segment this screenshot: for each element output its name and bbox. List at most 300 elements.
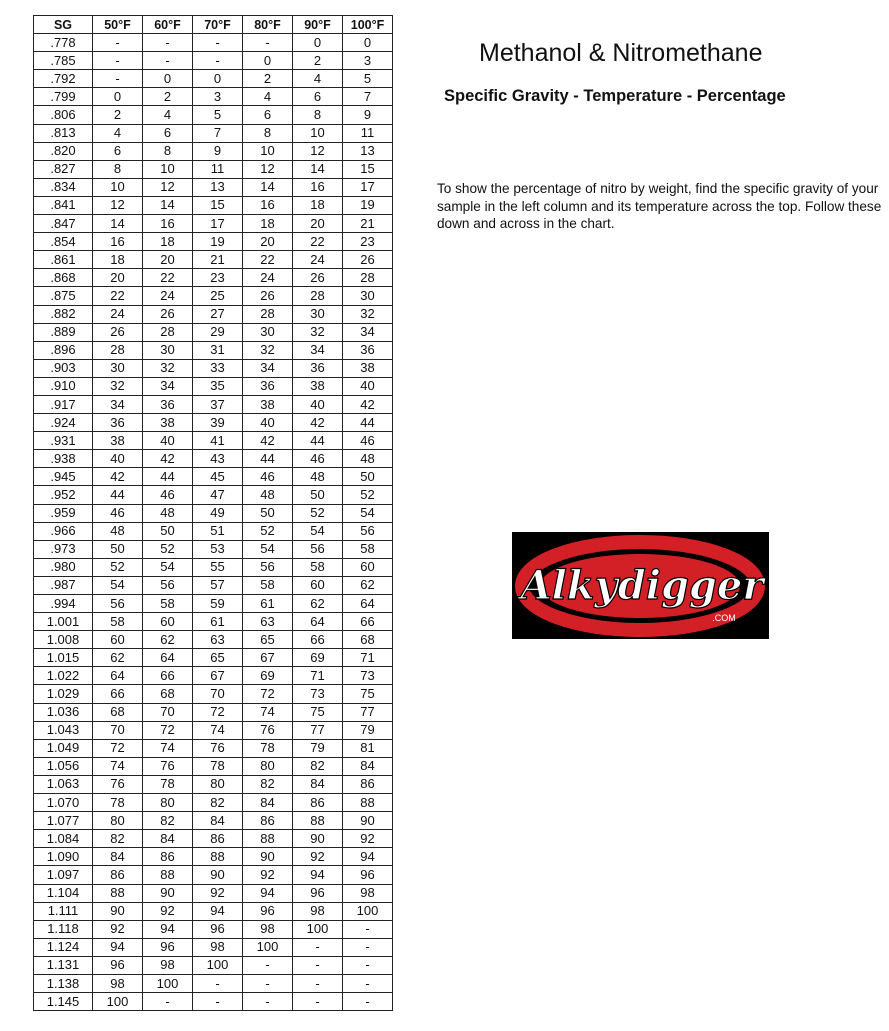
percentage-cell: 0: [193, 70, 243, 88]
page-title: Methanol & Nitromethane: [479, 39, 763, 67]
percentage-cell: 67: [243, 649, 293, 667]
sg-cell: .959: [34, 504, 93, 522]
table-row: [34, 432, 393, 450]
percentage-cell: 38: [243, 395, 293, 413]
percentage-cell: 2: [243, 70, 293, 88]
percentage-cell: 42: [293, 414, 343, 432]
table-row: [34, 884, 393, 902]
percentage-cell: 20: [93, 269, 143, 287]
percentage-cell: 6: [93, 142, 143, 160]
percentage-cell: 62: [93, 649, 143, 667]
percentage-cell: 22: [93, 287, 143, 305]
percentage-cell: 75: [293, 703, 343, 721]
percentage-cell: 15: [343, 160, 393, 178]
percentage-cell: 66: [293, 631, 343, 649]
percentage-cell: 42: [143, 450, 193, 468]
sg-cell: 1.022: [34, 667, 93, 685]
percentage-cell: 5: [193, 106, 243, 124]
percentage-cell: 71: [293, 667, 343, 685]
percentage-cell: 54: [93, 576, 143, 594]
percentage-cell: 8: [293, 106, 343, 124]
percentage-cell: 10: [93, 178, 143, 196]
percentage-cell: 28: [343, 269, 393, 287]
percentage-cell: -: [293, 993, 343, 1011]
percentage-cell: 43: [193, 450, 243, 468]
percentage-cell: 24: [93, 305, 143, 323]
percentage-cell: 48: [293, 468, 343, 486]
table-row: [34, 196, 393, 214]
percentage-cell: 56: [93, 595, 143, 613]
instructions-text: To show the percentage of nitro by weight, find the specific gravity of your sample in the left column and its temperature across the top. Follow these down and across in the chart.: [437, 181, 882, 231]
percentage-cell: 60: [293, 576, 343, 594]
percentage-cell: 65: [243, 631, 293, 649]
table-row: [34, 233, 393, 251]
column-header-temp: 100°F: [343, 16, 393, 34]
percentage-cell: -: [243, 993, 293, 1011]
percentage-cell: 94: [93, 938, 143, 956]
table-row: [34, 287, 393, 305]
table-row: [34, 938, 393, 956]
percentage-cell: 46: [143, 486, 193, 504]
percentage-cell: 7: [343, 88, 393, 106]
percentage-cell: 34: [293, 341, 343, 359]
table-row: [34, 848, 393, 866]
percentage-cell: 20: [143, 251, 193, 269]
percentage-cell: 6: [293, 88, 343, 106]
percentage-cell: 34: [343, 323, 393, 341]
percentage-cell: -: [93, 34, 143, 52]
percentage-cell: 42: [343, 395, 393, 413]
percentage-cell: 58: [293, 558, 343, 576]
percentage-cell: 72: [193, 703, 243, 721]
sg-cell: 1.104: [34, 884, 93, 902]
percentage-cell: 50: [243, 504, 293, 522]
percentage-cell: 70: [143, 703, 193, 721]
percentage-cell: 38: [143, 414, 193, 432]
percentage-cell: 11: [193, 160, 243, 178]
percentage-cell: 3: [343, 52, 393, 70]
percentage-cell: 61: [193, 613, 243, 631]
sg-cell: 1.077: [34, 812, 93, 830]
percentage-cell: 50: [93, 540, 143, 558]
percentage-cell: 30: [143, 341, 193, 359]
sg-cell: .994: [34, 595, 93, 613]
percentage-cell: 72: [243, 685, 293, 703]
percentage-cell: 14: [293, 160, 343, 178]
percentage-cell: 58: [143, 595, 193, 613]
percentage-cell: -: [293, 956, 343, 974]
percentage-cell: 96: [193, 920, 243, 938]
percentage-cell: 54: [243, 540, 293, 558]
percentage-cell: 74: [243, 703, 293, 721]
table-row: [34, 468, 393, 486]
percentage-cell: 48: [243, 486, 293, 504]
sg-cell: .792: [34, 70, 93, 88]
percentage-cell: 52: [143, 540, 193, 558]
percentage-cell: 12: [243, 160, 293, 178]
table-row: [34, 341, 393, 359]
sg-cell: .799: [34, 88, 93, 106]
table-row: [34, 649, 393, 667]
sg-cell: .834: [34, 178, 93, 196]
percentage-cell: 2: [293, 52, 343, 70]
percentage-cell: 67: [193, 667, 243, 685]
percentage-cell: 62: [343, 576, 393, 594]
percentage-cell: 27: [193, 305, 243, 323]
sg-cell: 1.145: [34, 993, 93, 1011]
percentage-cell: -: [193, 974, 243, 992]
percentage-cell: -: [343, 974, 393, 992]
percentage-cell: -: [193, 52, 243, 70]
percentage-cell: 52: [93, 558, 143, 576]
percentage-cell: 70: [193, 685, 243, 703]
percentage-cell: 81: [343, 739, 393, 757]
percentage-cell: 26: [93, 323, 143, 341]
column-header-temp: 70°F: [193, 16, 243, 34]
percentage-cell: -: [293, 938, 343, 956]
percentage-cell: 86: [93, 866, 143, 884]
table-row: [34, 251, 393, 269]
percentage-cell: 74: [93, 757, 143, 775]
percentage-cell: 16: [93, 233, 143, 251]
percentage-cell: 19: [193, 233, 243, 251]
percentage-cell: 29: [193, 323, 243, 341]
percentage-cell: 56: [293, 540, 343, 558]
percentage-cell: 98: [243, 920, 293, 938]
column-header-temp: 90°F: [293, 16, 343, 34]
percentage-cell: 90: [143, 884, 193, 902]
column-header-temp: 50°F: [93, 16, 143, 34]
percentage-cell: 50: [343, 468, 393, 486]
column-header-sg: SG: [34, 16, 93, 34]
percentage-cell: 98: [193, 938, 243, 956]
percentage-cell: 96: [143, 938, 193, 956]
percentage-cell: 4: [243, 88, 293, 106]
percentage-cell: 33: [193, 359, 243, 377]
percentage-cell: 80: [243, 757, 293, 775]
table-row: [34, 160, 393, 178]
percentage-cell: 18: [143, 233, 193, 251]
percentage-cell: 50: [143, 522, 193, 540]
percentage-cell: 55: [193, 558, 243, 576]
percentage-cell: 18: [93, 251, 143, 269]
percentage-cell: 42: [93, 468, 143, 486]
percentage-cell: 78: [243, 739, 293, 757]
percentage-cell: 90: [343, 812, 393, 830]
percentage-cell: 32: [293, 323, 343, 341]
sg-cell: .854: [34, 233, 93, 251]
gravity-chart-table: [33, 15, 393, 1011]
percentage-cell: 21: [193, 251, 243, 269]
sg-cell: 1.111: [34, 902, 93, 920]
table-row: [34, 124, 393, 142]
table-row: [34, 106, 393, 124]
percentage-cell: 20: [243, 233, 293, 251]
percentage-cell: 48: [143, 504, 193, 522]
percentage-cell: 70: [93, 721, 143, 739]
table-row: [34, 993, 393, 1011]
percentage-cell: 39: [193, 414, 243, 432]
percentage-cell: 94: [243, 884, 293, 902]
percentage-cell: 4: [143, 106, 193, 124]
table-row: [34, 721, 393, 739]
percentage-cell: 34: [143, 377, 193, 395]
sg-cell: .896: [34, 341, 93, 359]
percentage-cell: 8: [243, 124, 293, 142]
sg-cell: .868: [34, 269, 93, 287]
percentage-cell: -: [143, 52, 193, 70]
table-row: [34, 812, 393, 830]
percentage-cell: 100: [143, 974, 193, 992]
percentage-cell: 56: [143, 576, 193, 594]
percentage-cell: 75: [343, 685, 393, 703]
sg-cell: 1.043: [34, 721, 93, 739]
percentage-cell: 88: [143, 866, 193, 884]
percentage-cell: 92: [243, 866, 293, 884]
percentage-cell: -: [243, 34, 293, 52]
percentage-cell: 31: [193, 341, 243, 359]
sg-cell: 1.036: [34, 703, 93, 721]
percentage-cell: 36: [243, 377, 293, 395]
percentage-cell: 69: [293, 649, 343, 667]
page-subtitle: Specific Gravity - Temperature - Percentage: [444, 87, 786, 105]
percentage-cell: 63: [193, 631, 243, 649]
percentage-cell: 46: [293, 450, 343, 468]
percentage-cell: 69: [243, 667, 293, 685]
percentage-cell: 84: [293, 775, 343, 793]
sg-cell: .987: [34, 576, 93, 594]
percentage-cell: 59: [193, 595, 243, 613]
logo-wordmark: Alkydigger: [520, 562, 764, 609]
percentage-cell: 47: [193, 486, 243, 504]
percentage-cell: 80: [93, 812, 143, 830]
percentage-cell: 94: [293, 866, 343, 884]
sg-cell: .966: [34, 522, 93, 540]
table-row: [34, 667, 393, 685]
percentage-cell: 60: [143, 613, 193, 631]
percentage-cell: 51: [193, 522, 243, 540]
percentage-cell: 14: [143, 196, 193, 214]
percentage-cell: 22: [143, 269, 193, 287]
sg-cell: .861: [34, 251, 93, 269]
percentage-cell: 32: [243, 341, 293, 359]
percentage-cell: 48: [343, 450, 393, 468]
percentage-cell: 66: [93, 685, 143, 703]
table-row: [34, 486, 393, 504]
percentage-cell: 88: [343, 794, 393, 812]
percentage-cell: 45: [193, 468, 243, 486]
percentage-cell: 100: [343, 902, 393, 920]
percentage-cell: 66: [343, 613, 393, 631]
percentage-cell: -: [343, 993, 393, 1011]
percentage-cell: 28: [143, 323, 193, 341]
percentage-cell: 23: [343, 233, 393, 251]
table-row: [34, 522, 393, 540]
percentage-cell: 9: [193, 142, 243, 160]
percentage-cell: 22: [243, 251, 293, 269]
percentage-cell: -: [243, 956, 293, 974]
percentage-cell: 18: [293, 196, 343, 214]
percentage-cell: 78: [193, 757, 243, 775]
sg-cell: .924: [34, 414, 93, 432]
sg-cell: .903: [34, 359, 93, 377]
table-row: [34, 359, 393, 377]
percentage-cell: 80: [193, 775, 243, 793]
percentage-cell: 96: [243, 902, 293, 920]
percentage-cell: 72: [143, 721, 193, 739]
table-row: [34, 595, 393, 613]
table-row: [34, 631, 393, 649]
percentage-cell: 24: [293, 251, 343, 269]
sg-cell: .778: [34, 34, 93, 52]
percentage-cell: 94: [143, 920, 193, 938]
percentage-cell: 20: [293, 215, 343, 233]
percentage-cell: 11: [343, 124, 393, 142]
percentage-cell: 92: [193, 884, 243, 902]
percentage-cell: 63: [243, 613, 293, 631]
percentage-cell: 13: [343, 142, 393, 160]
sg-cell: .875: [34, 287, 93, 305]
percentage-cell: 79: [343, 721, 393, 739]
percentage-cell: 26: [343, 251, 393, 269]
percentage-cell: 52: [343, 486, 393, 504]
percentage-cell: 2: [143, 88, 193, 106]
percentage-cell: 37: [193, 395, 243, 413]
table-header-row: [34, 16, 393, 34]
table-row: [34, 305, 393, 323]
sg-cell: 1.029: [34, 685, 93, 703]
sg-cell: .847: [34, 215, 93, 233]
table-row: [34, 215, 393, 233]
percentage-cell: 0: [243, 52, 293, 70]
percentage-cell: 88: [293, 812, 343, 830]
percentage-cell: 86: [343, 775, 393, 793]
table-row: [34, 504, 393, 522]
percentage-cell: 54: [343, 504, 393, 522]
percentage-cell: 84: [243, 794, 293, 812]
percentage-cell: 100: [193, 956, 243, 974]
percentage-cell: 6: [143, 124, 193, 142]
percentage-cell: 49: [193, 504, 243, 522]
percentage-cell: 17: [193, 215, 243, 233]
percentage-cell: 41: [193, 432, 243, 450]
percentage-cell: 79: [293, 739, 343, 757]
sg-cell: .931: [34, 432, 93, 450]
percentage-cell: 23: [193, 269, 243, 287]
percentage-cell: 8: [93, 160, 143, 178]
percentage-cell: 58: [93, 613, 143, 631]
percentage-cell: 46: [93, 504, 143, 522]
percentage-cell: 32: [343, 305, 393, 323]
percentage-cell: 28: [93, 341, 143, 359]
percentage-cell: 77: [343, 703, 393, 721]
percentage-cell: 34: [93, 395, 143, 413]
percentage-cell: 68: [343, 631, 393, 649]
percentage-cell: 88: [93, 884, 143, 902]
percentage-cell: 46: [343, 432, 393, 450]
sg-cell: .938: [34, 450, 93, 468]
percentage-cell: 78: [93, 794, 143, 812]
percentage-cell: 0: [143, 70, 193, 88]
percentage-cell: 26: [293, 269, 343, 287]
percentage-cell: 30: [343, 287, 393, 305]
sg-cell: 1.049: [34, 739, 93, 757]
table-row: [34, 377, 393, 395]
table-row: [34, 70, 393, 88]
sg-cell: .806: [34, 106, 93, 124]
percentage-cell: 6: [243, 106, 293, 124]
sg-cell: .882: [34, 305, 93, 323]
percentage-cell: 68: [143, 685, 193, 703]
sg-cell: .917: [34, 395, 93, 413]
percentage-cell: -: [243, 974, 293, 992]
percentage-cell: 88: [243, 830, 293, 848]
percentage-cell: 100: [293, 920, 343, 938]
sg-cell: 1.097: [34, 866, 93, 884]
percentage-cell: 10: [143, 160, 193, 178]
percentage-cell: 82: [93, 830, 143, 848]
percentage-cell: 86: [193, 830, 243, 848]
percentage-cell: 90: [243, 848, 293, 866]
percentage-cell: 90: [293, 830, 343, 848]
table-row: [34, 34, 393, 52]
percentage-cell: 38: [93, 432, 143, 450]
percentage-cell: 32: [143, 359, 193, 377]
percentage-cell: 24: [143, 287, 193, 305]
percentage-cell: 12: [293, 142, 343, 160]
percentage-cell: 92: [143, 902, 193, 920]
percentage-cell: 8: [143, 142, 193, 160]
percentage-cell: 36: [143, 395, 193, 413]
sg-cell: 1.070: [34, 794, 93, 812]
percentage-cell: 62: [143, 631, 193, 649]
percentage-cell: 88: [193, 848, 243, 866]
percentage-cell: 12: [93, 196, 143, 214]
percentage-cell: 24: [243, 269, 293, 287]
sg-cell: .889: [34, 323, 93, 341]
percentage-cell: 62: [293, 595, 343, 613]
percentage-cell: 98: [143, 956, 193, 974]
sg-cell: .980: [34, 558, 93, 576]
percentage-cell: 16: [293, 178, 343, 196]
sg-cell: .841: [34, 196, 93, 214]
percentage-cell: 10: [293, 124, 343, 142]
percentage-cell: 48: [93, 522, 143, 540]
percentage-cell: 44: [93, 486, 143, 504]
column-header-temp: 80°F: [243, 16, 293, 34]
percentage-cell: 96: [343, 866, 393, 884]
percentage-cell: 28: [243, 305, 293, 323]
table-row: [34, 794, 393, 812]
percentage-cell: 56: [343, 522, 393, 540]
sg-cell: .820: [34, 142, 93, 160]
percentage-cell: 98: [293, 902, 343, 920]
percentage-cell: 40: [93, 450, 143, 468]
percentage-cell: 53: [193, 540, 243, 558]
percentage-cell: 38: [343, 359, 393, 377]
table-row: [34, 703, 393, 721]
table-row: [34, 866, 393, 884]
percentage-cell: -: [193, 34, 243, 52]
percentage-cell: 84: [343, 757, 393, 775]
percentage-cell: 0: [343, 34, 393, 52]
percentage-cell: 92: [343, 830, 393, 848]
percentage-cell: 40: [343, 377, 393, 395]
sg-cell: 1.015: [34, 649, 93, 667]
percentage-cell: -: [143, 34, 193, 52]
table-row: [34, 775, 393, 793]
percentage-cell: 86: [293, 794, 343, 812]
